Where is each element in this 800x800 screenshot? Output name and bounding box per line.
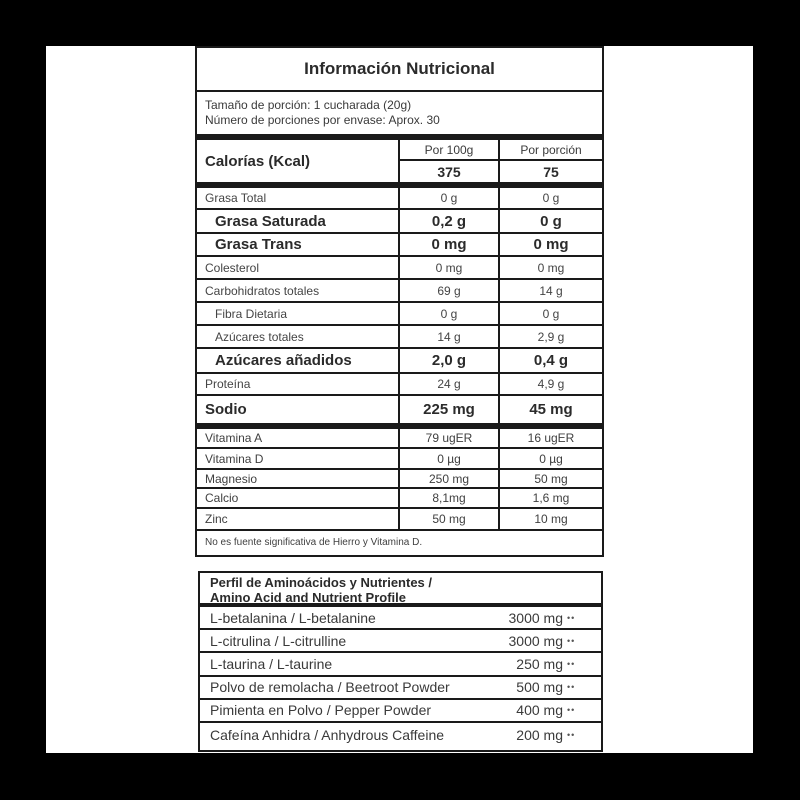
footnote: No es fuente significativa de Hierro y Vitamina D. [197, 529, 602, 554]
amino-profile-title [200, 573, 601, 607]
nutrient-name: Grasa Saturada [197, 210, 400, 232]
footnote-mark-icon: •• [567, 705, 576, 716]
nutrient-per-100g: 225 mg [400, 396, 500, 423]
nutrient-per-100g: 0,2 g [400, 210, 500, 232]
amino-title-english: Amino Acid and Nutrient Profile [210, 590, 406, 605]
nutrient-per-serving: 0 mg [533, 236, 569, 253]
amino-row [200, 677, 601, 700]
nutrient-per-serving: 14 g [539, 283, 563, 298]
nutrient-per-serving: 0 g [542, 306, 560, 321]
nutrient-per-100g: 0 g [400, 303, 500, 324]
ingredient-amount: 3000 mg [508, 609, 563, 626]
nutrient-row-fibra [197, 303, 602, 326]
nutrient-name: Sodio [197, 396, 400, 423]
footnote-mark-icon: •• [567, 658, 576, 669]
ingredient-amount: 3000 mg [508, 632, 563, 649]
nutrient-per-serving: 2,9 g [537, 329, 565, 344]
amino-profile-table [198, 571, 603, 752]
nutrient-name: Zinc [197, 509, 400, 529]
calories-per-100g: 375 [437, 163, 461, 180]
ingredient-name: L-betalanina / L-betalanine [210, 609, 376, 626]
nutrient-name: Vitamina D [197, 449, 400, 468]
per-serving-column [500, 140, 602, 182]
nutrient-row-azucares-anadidos [197, 349, 602, 374]
nutrient-per-100g: 250 mg [400, 470, 500, 487]
nutrient-per-100g: 0 µg [400, 449, 500, 468]
serving-info [197, 92, 602, 134]
nutrient-per-100g: 79 ugER [400, 429, 500, 447]
servings-per-container: Número de porciones por envase: Aprox. 30 [205, 113, 440, 127]
footnote-mark-icon: •• [567, 612, 576, 623]
nutrient-per-100g: 8,1mg [400, 489, 500, 507]
per-serving-header: Por porción [500, 140, 602, 161]
nutrient-per-100g: 14 g [400, 326, 500, 347]
footnote-mark-icon: •• [567, 635, 576, 646]
nutrient-per-serving: 50 mg [534, 471, 568, 486]
amino-row [200, 653, 601, 676]
nutrient-row-carbohidratos [197, 280, 602, 303]
nutrient-name: Calcio [197, 489, 400, 507]
nutrient-name: Carbohidratos totales [197, 280, 400, 301]
nutrient-per-serving: 0,4 g [533, 352, 569, 369]
nutrient-per-serving: 0 g [542, 191, 560, 205]
nutrient-name: Magnesio [197, 470, 400, 487]
nutrient-row-colesterol [197, 257, 602, 280]
nutrient-per-serving: 45 mg [529, 401, 573, 418]
nutrient-per-100g: 24 g [400, 374, 500, 394]
nutrient-per-serving: 0 µg [539, 451, 563, 466]
nutrient-name: Grasa Total [197, 188, 400, 208]
nutrient-row-vitamina-a [197, 429, 602, 449]
ingredient-name: Pimienta en Polvo / Pepper Powder [210, 702, 432, 719]
nutrient-name: Fibra Dietaria [197, 303, 400, 324]
ingredient-amount: 500 mg [516, 679, 563, 696]
nutrient-row-vitamina-d [197, 449, 602, 470]
nutrient-per-serving: 4,9 g [537, 377, 565, 391]
ingredient-name: L-citrulina / L-citrulline [210, 632, 347, 649]
nutrient-name: Azúcares añadidos [197, 349, 400, 372]
ingredient-name: L-taurina / L-taurine [210, 655, 333, 672]
per-100g-column [400, 140, 500, 182]
nutrient-per-100g: 50 mg [400, 509, 500, 529]
calories-per-serving: 75 [543, 163, 559, 180]
nutrient-name: Colesterol [197, 257, 400, 278]
nutrition-facts-title: Información Nutricional [197, 48, 602, 92]
nutrient-row-azucares-totales [197, 326, 602, 349]
nutrient-per-serving: 16 ugER [527, 431, 575, 445]
serving-size: Tamaño de porción: 1 cucharada (20g) [205, 98, 412, 112]
nutrient-per-serving: 0 mg [537, 260, 565, 275]
macros-section [197, 188, 602, 423]
nutrient-row-magnesio [197, 470, 602, 489]
amino-row [200, 700, 601, 723]
nutrient-per-100g: 69 g [400, 280, 500, 301]
micros-section [197, 429, 602, 529]
nutrient-row-calcio [197, 489, 602, 509]
nutrient-name: Vitamina A [197, 429, 400, 447]
footnote-mark-icon: •• [567, 682, 576, 693]
calories-row [197, 140, 602, 182]
nutrition-facts-table [195, 46, 604, 557]
ingredient-name: Cafeína Anhidra / Anhydrous Caffeine [210, 726, 445, 743]
amino-row [200, 607, 601, 630]
calories-label: Calorías (Kcal) [197, 140, 400, 182]
nutrient-name: Azúcares totales [197, 326, 400, 347]
nutrient-per-100g: 2,0 g [400, 349, 500, 372]
ingredient-amount: 200 mg [516, 726, 563, 743]
amino-row [200, 630, 601, 653]
nutrient-per-100g: 0 mg [400, 234, 500, 255]
nutrient-row-zinc [197, 509, 602, 529]
footnote-mark-icon: •• [567, 729, 576, 740]
ingredient-amount: 250 mg [516, 655, 563, 672]
nutrient-name: Proteína [197, 374, 400, 394]
nutrient-per-serving: 0 g [540, 212, 562, 230]
nutrient-per-100g: 0 g [400, 188, 500, 208]
nutrient-row-grasa-total [197, 188, 602, 210]
amino-row [200, 723, 601, 746]
nutrient-row-grasa-trans [197, 234, 602, 257]
nutrient-row-grasa-saturada [197, 210, 602, 234]
nutrient-row-proteina [197, 374, 602, 396]
nutrient-per-100g: 0 mg [400, 257, 500, 278]
nutrient-per-serving: 1,6 mg [532, 491, 570, 505]
amino-title-spanish: Perfil de Aminoácidos y Nutrientes / [210, 575, 433, 590]
ingredient-amount: 400 mg [516, 702, 563, 719]
nutrient-per-serving: 10 mg [534, 512, 568, 526]
ingredient-name: Polvo de remolacha / Beetroot Powder [210, 679, 450, 696]
per-100g-header: Por 100g [400, 140, 498, 161]
nutrient-row-sodio [197, 396, 602, 423]
nutrient-name: Grasa Trans [197, 234, 400, 255]
